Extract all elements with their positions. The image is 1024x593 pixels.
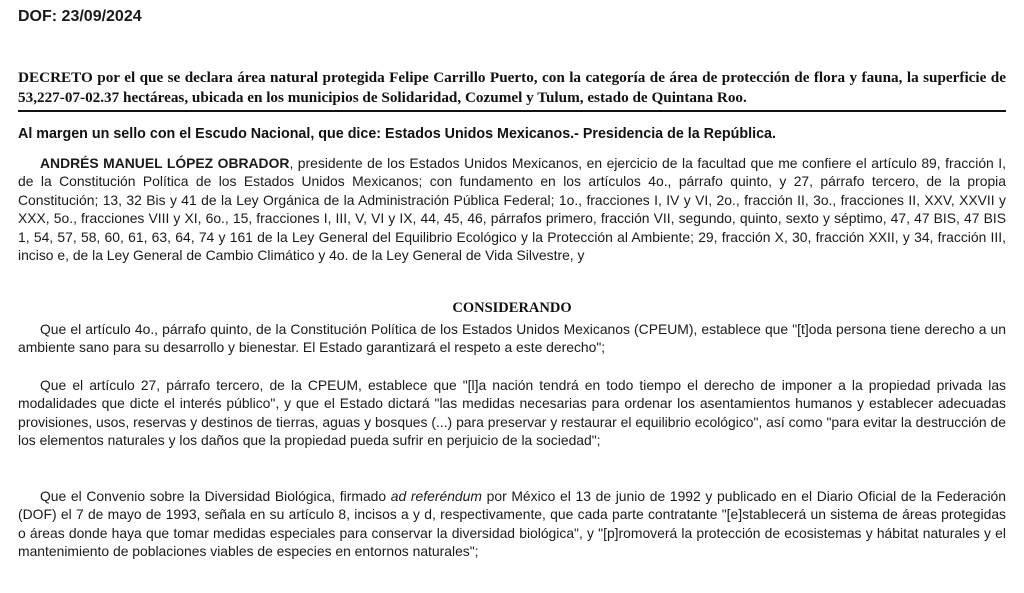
preamble-paragraph [18,154,1006,264]
considerando-heading: CONSIDERANDO [452,300,572,316]
president-name: ANDRÉS MANUEL LÓPEZ OBRADOR [40,155,290,171]
title-divider [18,110,1006,112]
dof-date: DOF: 23/09/2024 [18,8,142,25]
considerando-3-text-before: Que el Convenio sobre la Diversidad Biológica, firmado [40,488,391,504]
preamble-text: , presidente de los Estados Unidos Mexicanos, en ejercicio de la facultad que me confiere el artículo 89, fracción I, de la Constitución Política de los Estados Unidos Mexicanos; con fundamento en los artículos 4o., párrafo quinto, y 27, párrafo tercero, de la propia Constitución; 13, 32 Bis y 41 de la Ley Orgánica de la Administración Pública Federal; 1o., fracciones I, IV y VI, 2o., fracción II, 3o., fracciones II, XXV, XXVII y XXX, 5o., fracciones VIII y XI, 6o., 15, fracciones I, III, V, VI y IX, 44, 45, 46, párrafos primero, fracción VII, segundo, quinto, sexto y séptimo, 47, 47 BIS, 47 BIS 1, 54, 57, 58, 60, 61, 63, 64, 74 y 161 de la Ley General del Equilibrio Ecológico y la Protección al Ambiente; 29, fracción X, 30, fracción XXII, y 34, fracción III, inciso e, de la Ley General de Cambio Climático y 4o. de la Ley General de Vida Silvestre, y [18,155,1007,264]
decree-label: DECRETO [18,69,93,86]
decree-title [18,68,1006,108]
considerando-paragraph-3 [18,487,1006,561]
decree-description: por el que se declara área natural protegida Felipe Carrillo Puerto, con la categoría de área de protección de flora y fauna, la superficie de 53,227-07-02.37 hectáreas, ubicada en los municipios de Solidaridad, Cozumel y Tulum, estado de Quintana Roo. [18,69,1006,106]
considerando-3-text-after: por México el 13 de junio de 1992 y publicado en el Diario Oficial de la Federación (DOF) el 7 de mayo de 1993, señala en su artículo 8, incisos a y d, respectivamente, que cada parte contratante "[e]stablecerá un sistema de áreas protegidas o áreas donde haya que tomar medidas especiales para conservar la diversidad biológica", y "[p]romoverá la protección de ecosistemas y hábitat naturales y el mantenimiento de poblaciones viables de especies en entornos naturales"; [18,488,1007,560]
seal-statement: Al margen un sello con el Escudo Nacional, que dice: Estados Unidos Mexicanos.- Presidencia de la República. [18,126,776,142]
considerando-3-italic: ad referéndum [390,488,482,504]
considerando-paragraph-1: Que el artículo 4o., párrafo quinto, de la Constitución Política de los Estados Unidos Mexicanos (CPEUM), establece que "[t]oda persona tiene derecho a un ambiente sano para su desarrollo y bienestar. El Estado garantizará el respeto a este derecho"; [18,321,1006,356]
considerando-paragraph-2: Que el artículo 27, párrafo tercero, de la CPEUM, establece que "[l]a nación tendrá en todo tiempo el derecho de imponer a la propiedad privada las modalidades que dicte el interés público", y que el Estado dictará "las medidas necesarias para ordenar los asentamientos humanos y establecer adecuadas provisiones, usos, reservas y destinos de tierras, aguas y bosques (...) para preservar y restaurar el equilibrio ecológico", así como "para evitar la destrucción de los elementos naturales y los daños que la propiedad pueda sufrir en perjuicio de la sociedad"; [18,377,1006,449]
